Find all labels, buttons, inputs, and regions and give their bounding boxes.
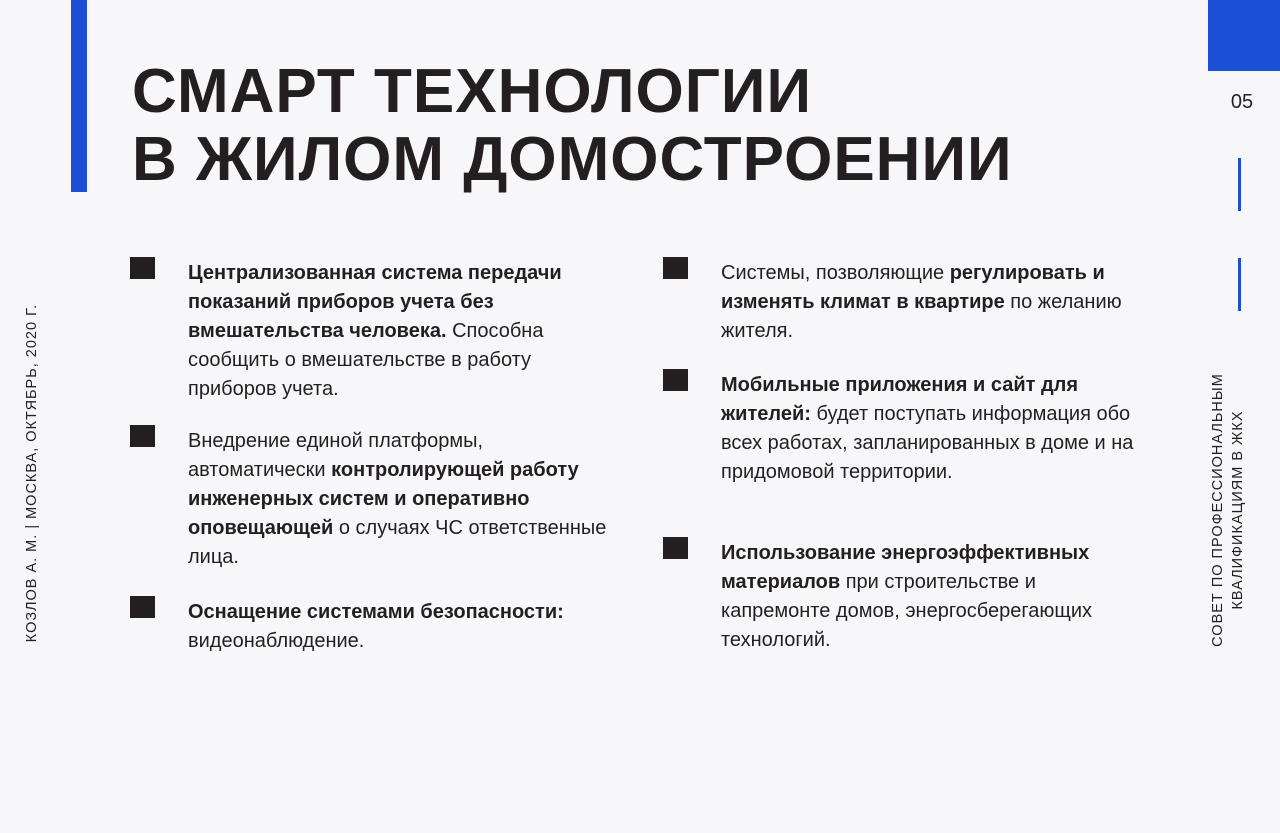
bullet-bold-text: контролирующей работу инженерных систем и оперативно оповещающей [188,459,579,539]
side-caption-author: КОЗЛОВ А. М. | МОСКВА, ОКТЯБРЬ, 2020 Г. [24,303,40,643]
bullet-square-icon [130,257,155,279]
slide-title [132,58,1013,194]
right-divider-line-1 [1238,158,1241,211]
bullet-text: о случаях ЧС ответственные лица. [188,517,607,568]
bullet-text: при строительстве и капремонте домов, энергосберегающих технологий. [721,571,1093,651]
bullet-square-icon [663,537,688,559]
bullet-text: Внедрение единой платформы, автоматически [188,430,484,481]
bullet-square-icon [130,596,155,618]
bullet-text: по желанию жителя. [721,291,1122,342]
bullet-item-security [188,598,608,656]
title-line-2: В ЖИЛОМ ДОМОСТРОЕНИИ [132,125,1013,194]
side-caption-organization [1208,360,1248,660]
bullet-bold-text: Использование энергоэффективных материалов [721,542,1090,593]
top-right-accent-block [1208,0,1280,71]
bullet-item-platform [188,427,608,572]
side-org-line-2: КВАЛИФИКАЦИЯМ В ЖКХ [1230,410,1246,610]
left-accent-bar [71,0,87,192]
bullet-bold-text: Оснащение системами безопасности: [188,601,564,623]
bullet-item-energy-materials [721,539,1141,655]
page-number: 05 [1230,91,1254,113]
bullet-bold-text: регулировать и изменять климат в квартире [721,262,1105,313]
bullet-square-icon [663,369,688,391]
side-org-line-1: СОВЕТ ПО ПРОФЕССИОНАЛЬНЫМ [1210,373,1226,647]
bullet-item-climate [721,259,1141,346]
right-divider-line-2 [1238,258,1241,311]
bullet-text: видеонаблюдение. [188,630,365,652]
bullet-text: будет поступать информация обо всех работах, запланированных в доме и на придомовой территории. [721,403,1134,483]
title-line-1: СМАРТ ТЕХНОЛОГИИ [132,57,813,126]
bullet-square-icon [663,257,688,279]
bullet-bold-text: Централизованная система передачи показаний приборов учета без вмешательства человека. [188,262,562,342]
bullet-bold-text: Мобильные приложения и сайт для жителей: [721,374,1079,425]
bullet-text: Способна сообщить о вмешательстве в работу приборов учета. [188,320,544,400]
bullet-text: Системы, позволяющие [721,262,950,284]
bullet-square-icon [130,425,155,447]
bullet-item-mobile-apps [721,371,1141,487]
bullet-item-metering [188,259,608,404]
